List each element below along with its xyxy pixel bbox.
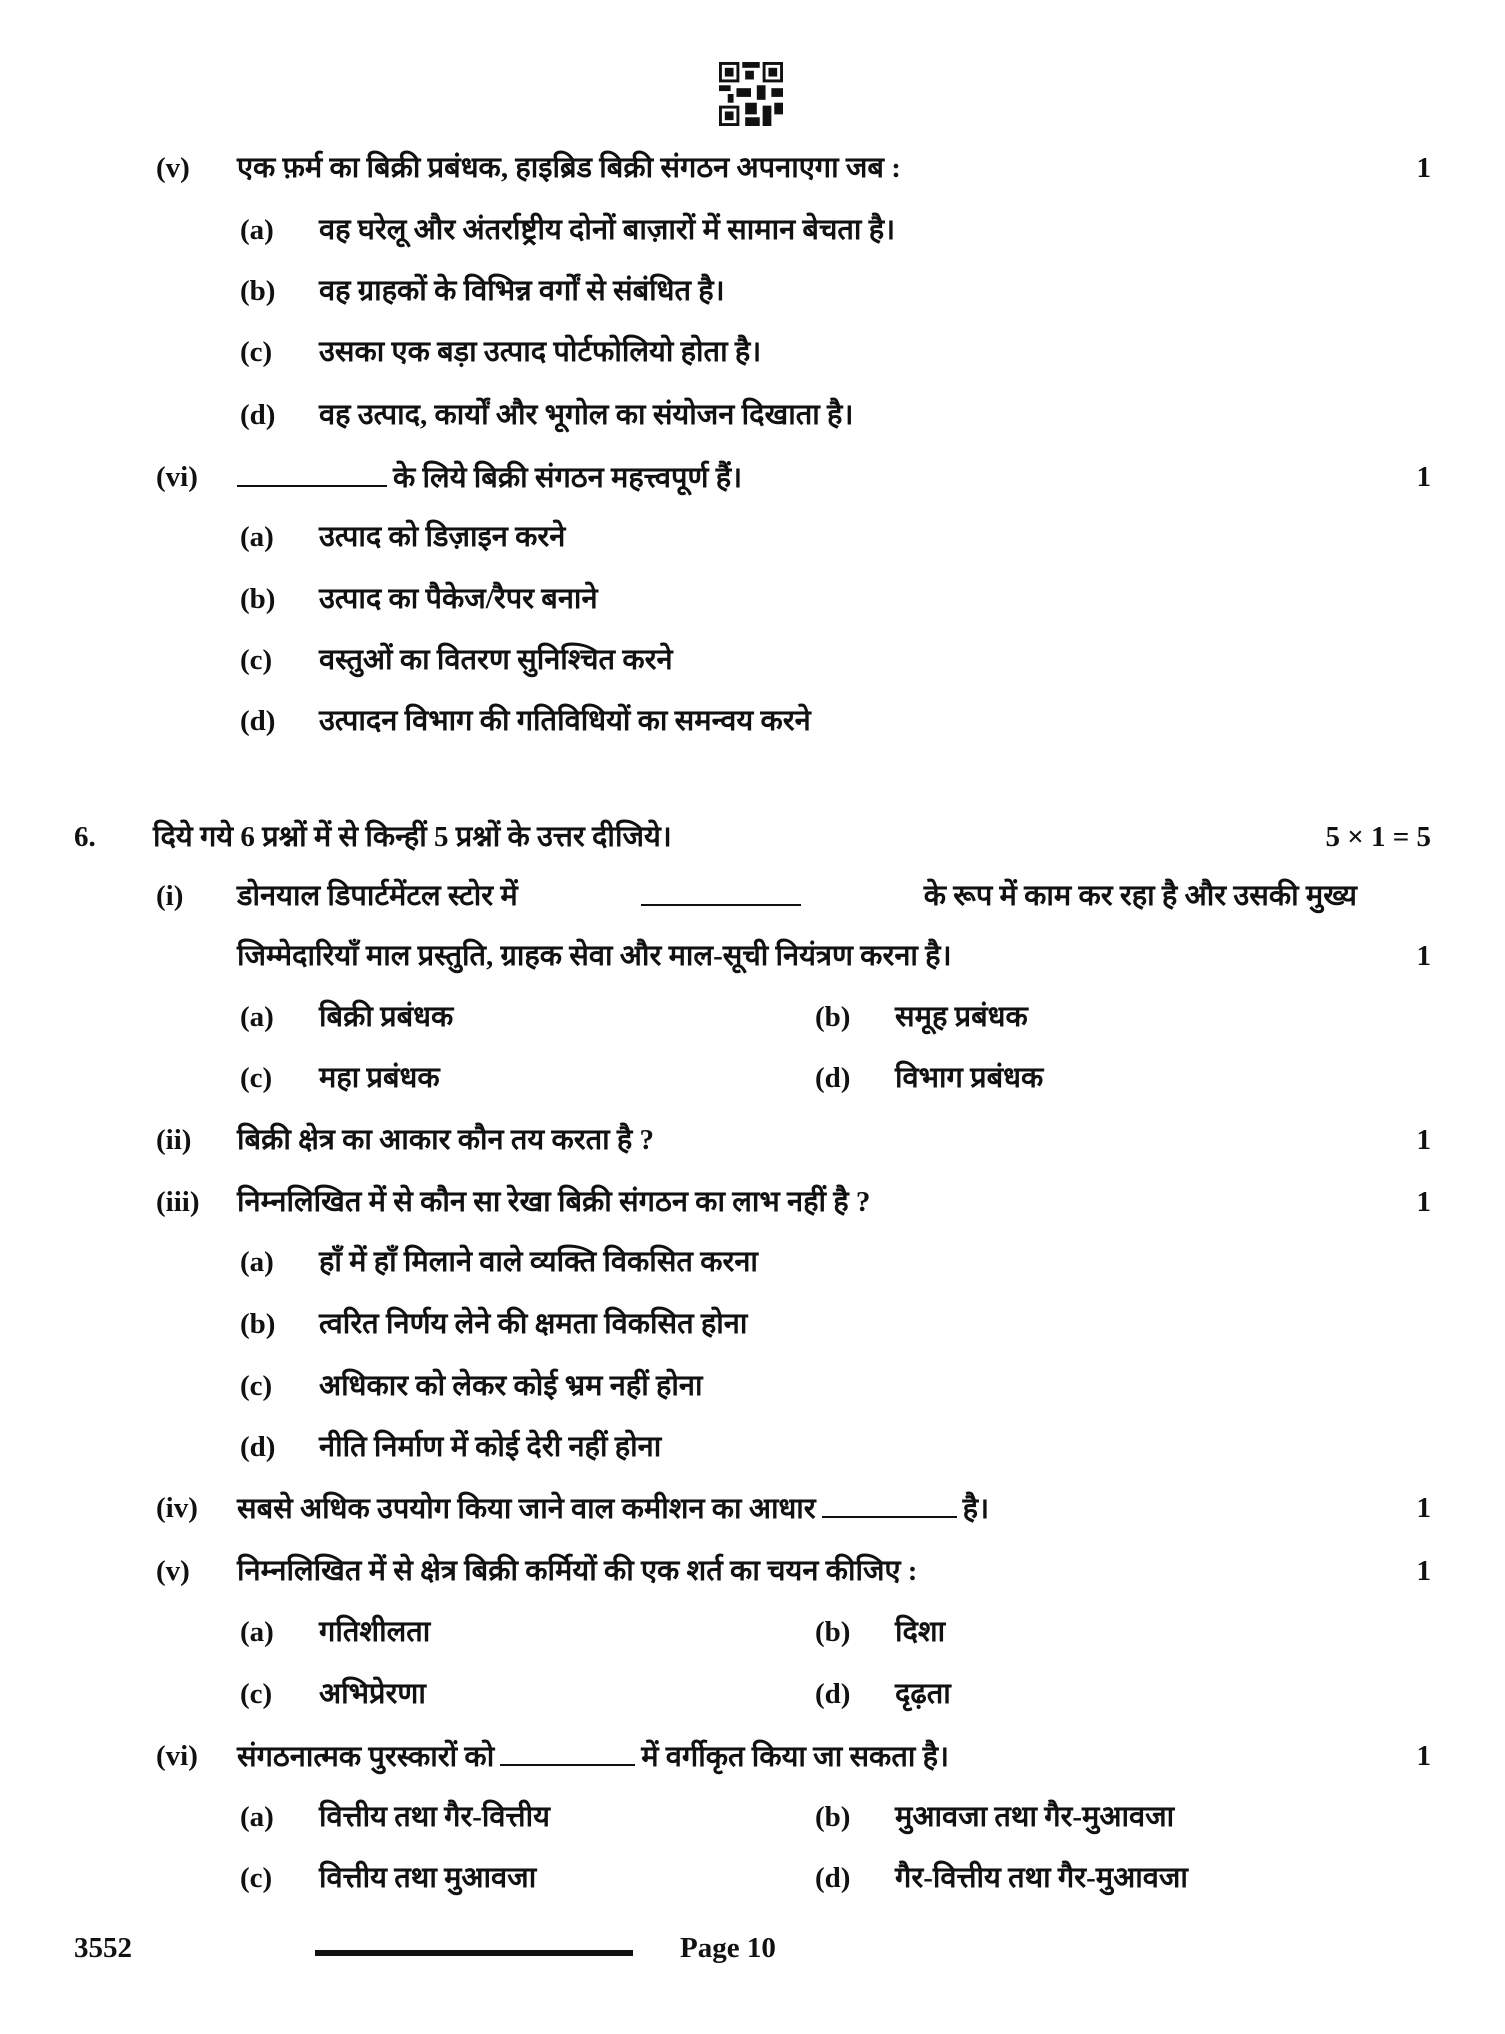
option-label: (b) <box>240 1308 276 1340</box>
question-marks: 1 <box>1416 940 1431 972</box>
option-text: त्वरित निर्णय लेने की क्षमता विकसित होना <box>319 1308 748 1340</box>
option-text: वस्तुओं का वितरण सुनिश्चित करने <box>319 644 673 676</box>
question-marks: 1 <box>1416 1492 1431 1524</box>
option-text: बिक्री प्रबंधक <box>319 1001 454 1033</box>
option-label: (d) <box>240 705 276 737</box>
question-text <box>237 1738 949 1775</box>
option-label: (c) <box>240 336 273 368</box>
option-label: (c) <box>240 644 273 676</box>
question-text: दिये गये 6 प्रश्नों में से किन्हीं 5 प्रश्नों के उत्तर दीजिये। <box>153 821 672 853</box>
option-label: (d) <box>815 1062 851 1094</box>
question-number: 6. <box>74 821 96 853</box>
option-label: (a) <box>240 1001 274 1033</box>
option-text: विभाग प्रबंधक <box>895 1062 1044 1094</box>
option-text: उसका एक बड़ा उत्पाद पोर्टफोलियो होता है। <box>319 336 762 368</box>
question-text-after: के लिये बिक्री संगठन महत्त्वपूर्ण हैं। <box>393 462 743 494</box>
option-text: मुआवजा तथा गैर-मुआवजा <box>895 1801 1175 1833</box>
option-label: (b) <box>815 1801 851 1833</box>
option-label: (a) <box>240 521 274 553</box>
question-marks: 1 <box>1416 1124 1431 1156</box>
question-marks: 1 <box>1416 152 1431 184</box>
option-text: उत्पाद को डिज़ाइन करने <box>319 521 566 553</box>
question-marks: 5 × 1 = 5 <box>1325 821 1431 853</box>
question-text: निम्नलिखित में से कौन सा रेखा बिक्री संगठन का लाभ नहीं है ? <box>237 1186 871 1218</box>
question-text-before: संगठनात्मक पुरस्कारों को <box>237 1741 495 1773</box>
option-text: हाँ में हाँ मिलाने वाले व्यक्ति विकसित करना <box>319 1246 758 1278</box>
question-number: (iv) <box>156 1492 198 1524</box>
footer-divider <box>315 1950 633 1956</box>
option-label: (d) <box>240 399 276 431</box>
option-label: (c) <box>240 1370 273 1402</box>
question-number: (ii) <box>156 1124 192 1156</box>
question-text <box>237 459 742 496</box>
option-label: (a) <box>240 214 274 246</box>
option-text: महा प्रबंधक <box>319 1062 440 1094</box>
question-text-after: के रूप में काम कर रहा है और उसकी मुख्य <box>923 880 1357 912</box>
option-label: (d) <box>240 1431 276 1463</box>
option-label: (c) <box>240 1862 273 1894</box>
option-text: गतिशीलता <box>319 1616 431 1648</box>
question-number: (vi) <box>156 461 198 493</box>
question-text-before: सबसे अधिक उपयोग किया जाने वाल कमीशन का आधार <box>237 1493 816 1525</box>
question-number: (iii) <box>156 1186 200 1218</box>
option-text: नीति निर्माण में कोई देरी नहीं होना <box>319 1431 662 1463</box>
option-label: (a) <box>240 1801 274 1833</box>
question-number: (vi) <box>156 1740 198 1772</box>
question-text <box>237 1490 989 1527</box>
option-text: अधिकार को लेकर कोई भ्रम नहीं होना <box>319 1370 703 1402</box>
question-number: (i) <box>156 880 184 912</box>
answer-blank <box>641 878 801 906</box>
option-text: उत्पादन विभाग की गतिविधियों का समन्वय करने <box>319 705 811 737</box>
answer-blank <box>822 1490 957 1518</box>
option-label: (d) <box>815 1862 851 1894</box>
option-text: गैर-वित्तीय तथा गैर-मुआवजा <box>895 1862 1188 1894</box>
question-text: एक फ़र्म का बिक्री प्रबंधक, हाइब्रिड बिक्री संगठन अपनाएगा जब : <box>237 152 901 184</box>
option-label: (b) <box>240 583 276 615</box>
question-number: (v) <box>156 1555 190 1587</box>
question-marks: 1 <box>1416 1555 1431 1587</box>
question-text: बिक्री क्षेत्र का आकार कौन तय करता है ? <box>237 1124 655 1156</box>
question-marks: 1 <box>1416 461 1431 493</box>
option-text: दिशा <box>895 1616 946 1648</box>
option-label: (d) <box>815 1678 851 1710</box>
page-number: Page 10 <box>680 1932 776 1964</box>
option-text: अभिप्रेरणा <box>319 1678 426 1710</box>
option-label: (a) <box>240 1616 274 1648</box>
option-label: (b) <box>815 1001 851 1033</box>
option-text: वह उत्पाद, कार्यों और भूगोल का संयोजन दिखाता है। <box>319 399 854 431</box>
option-label: (a) <box>240 1246 274 1278</box>
option-label: (b) <box>240 275 276 307</box>
question-text-before: डोनयाल डिपार्टमेंटल स्टोर में <box>237 880 518 912</box>
option-text: वह घरेलू और अंतर्राष्ट्रीय दोनों बाज़ारों में सामान बेचता है। <box>319 214 896 246</box>
answer-blank <box>237 459 387 487</box>
question-number: (v) <box>156 152 190 184</box>
question-text <box>237 878 1357 914</box>
question-text-after: में वर्गीकृत किया जा सकता है। <box>641 1741 950 1773</box>
paper-code: 3552 <box>74 1932 132 1964</box>
option-label: (c) <box>240 1678 273 1710</box>
question-text-line2: जिम्मेदारियाँ माल प्रस्तुति, ग्राहक सेवा और माल-सूची नियंत्रण करना है। <box>237 940 952 972</box>
option-text: उत्पाद का पैकेज/रैपर बनाने <box>319 583 598 615</box>
option-text: दृढ़ता <box>895 1678 951 1710</box>
option-text: वित्तीय तथा गैर-वित्तीय <box>319 1801 550 1833</box>
question-marks: 1 <box>1416 1186 1431 1218</box>
answer-blank <box>500 1738 635 1766</box>
question-text: निम्नलिखित में से क्षेत्र बिक्री कर्मियों की एक शर्त का चयन कीजिए : <box>237 1555 918 1587</box>
question-text-after: है। <box>962 1493 990 1525</box>
option-text: समूह प्रबंधक <box>895 1001 1028 1033</box>
option-text: वह ग्राहकों के विभिन्न वर्गों से संबंधित है। <box>319 275 725 307</box>
option-label: (b) <box>815 1616 851 1648</box>
question-marks: 1 <box>1416 1740 1431 1772</box>
qr-code-icon <box>718 62 784 126</box>
option-text: वित्तीय तथा मुआवजा <box>319 1862 537 1894</box>
option-label: (c) <box>240 1062 273 1094</box>
